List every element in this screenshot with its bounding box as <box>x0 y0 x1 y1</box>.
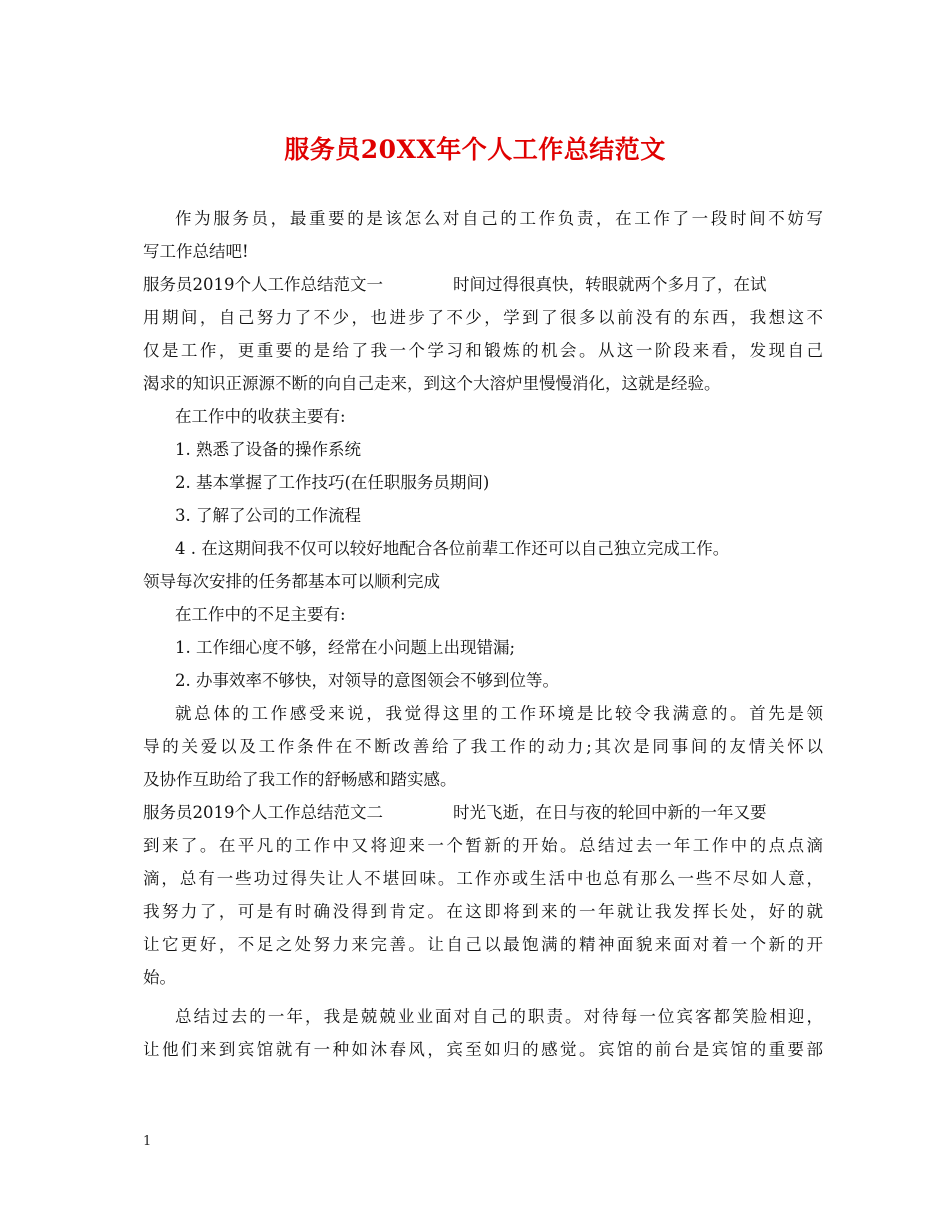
section-heading-line <box>143 796 823 829</box>
list-item: 2. 办事效率不够快，对领导的意图领会不够到位等。 <box>175 671 559 690</box>
section-heading-line <box>143 268 823 301</box>
section-heading: 服务员2019个人工作总结范文二 <box>143 803 383 822</box>
paragraph-line: 仅是工作，更重要的是给了我一个学习和锻炼的机会。从这一阶段来看，发现自己 <box>143 341 823 360</box>
paragraph-line: 用期间，自己努力了不少，也进步了不少，学到了很多以前没有的东西，我想这不 <box>143 308 823 327</box>
list-item: 2. 基本掌握了工作技巧(在任职服务员期间) <box>175 473 490 492</box>
list-item: 1. 工作细心度不够，经常在小问题上出现错漏; <box>175 638 516 657</box>
paragraph-line: 导的关爱以及工作条件在不断改善给了我工作的动力;其次是同事间的友情关怀以 <box>143 737 823 756</box>
paragraph-line: 写工作总结吧! <box>143 242 249 261</box>
document-title: 服务员20XX年个人工作总结范文 <box>284 135 666 164</box>
paragraph-line: 渴求的知识正源源不断的向自己走来，到这个大溶炉里慢慢消化，这就是经验。 <box>143 374 721 393</box>
paragraph-line: 滴，总有一些功过得失让人不堪回味。工作亦或生活中也总有那么一些不尽如人意， <box>143 869 823 888</box>
list-item: 3. 了解了公司的工作流程 <box>175 506 361 525</box>
paragraph-line: 就总体的工作感受来说，我觉得这里的工作环境是比较令我满意的。首先是领 <box>175 704 823 723</box>
paragraph-line: 让它更好，不足之处努力来完善。让自己以最饱满的精神面貌来面对着一个新的开 <box>143 935 823 954</box>
subheading-line: 在工作中的不足主要有: <box>175 605 346 624</box>
paragraph-line: 我努力了，可是有时确没得到肯定。在这即将到来的一年就让我发挥长处，好的就 <box>143 902 823 921</box>
list-item: 1. 熟悉了设备的操作系统 <box>175 440 361 459</box>
document-body <box>143 202 823 1066</box>
paragraph-line: 到来了。在平凡的工作中又将迎来一个暂新的开始。总结过去一年工作中的点点滴 <box>143 836 823 855</box>
subheading-line: 在工作中的收获主要有: <box>175 407 346 426</box>
page-number: 1 <box>143 1134 152 1149</box>
list-item: 4 . 在这期间我不仅可以较好地配合各位前辈工作还可以自己独立完成工作。 <box>175 539 730 558</box>
paragraph-line: 总结过去的一年，我是兢兢业业面对自己的职责。对待每一位宾客都笑脸相迎， <box>175 1007 823 1026</box>
paragraph-line: 让他们来到宾馆就有一种如沐春风，宾至如归的感觉。宾馆的前台是宾馆的重要部 <box>143 1040 823 1059</box>
paragraph-line: 领导每次安排的任务都基本可以顺利完成 <box>143 572 440 591</box>
section-heading: 服务员2019个人工作总结范文一 <box>143 275 383 294</box>
paragraph-line: 作为服务员，最重要的是该怎么对自己的工作负责，在工作了一段时间不妨写 <box>175 209 823 228</box>
paragraph-line: 及协作互助给了我工作的舒畅感和踏实感。 <box>143 770 457 789</box>
paragraph-line: 始。 <box>143 968 176 987</box>
paragraph-text: 时光飞逝，在日与夜的轮回中新的一年又要 <box>453 803 767 822</box>
paragraph-text: 时间过得很真快，转眼就两个多月了，在试 <box>453 275 767 294</box>
